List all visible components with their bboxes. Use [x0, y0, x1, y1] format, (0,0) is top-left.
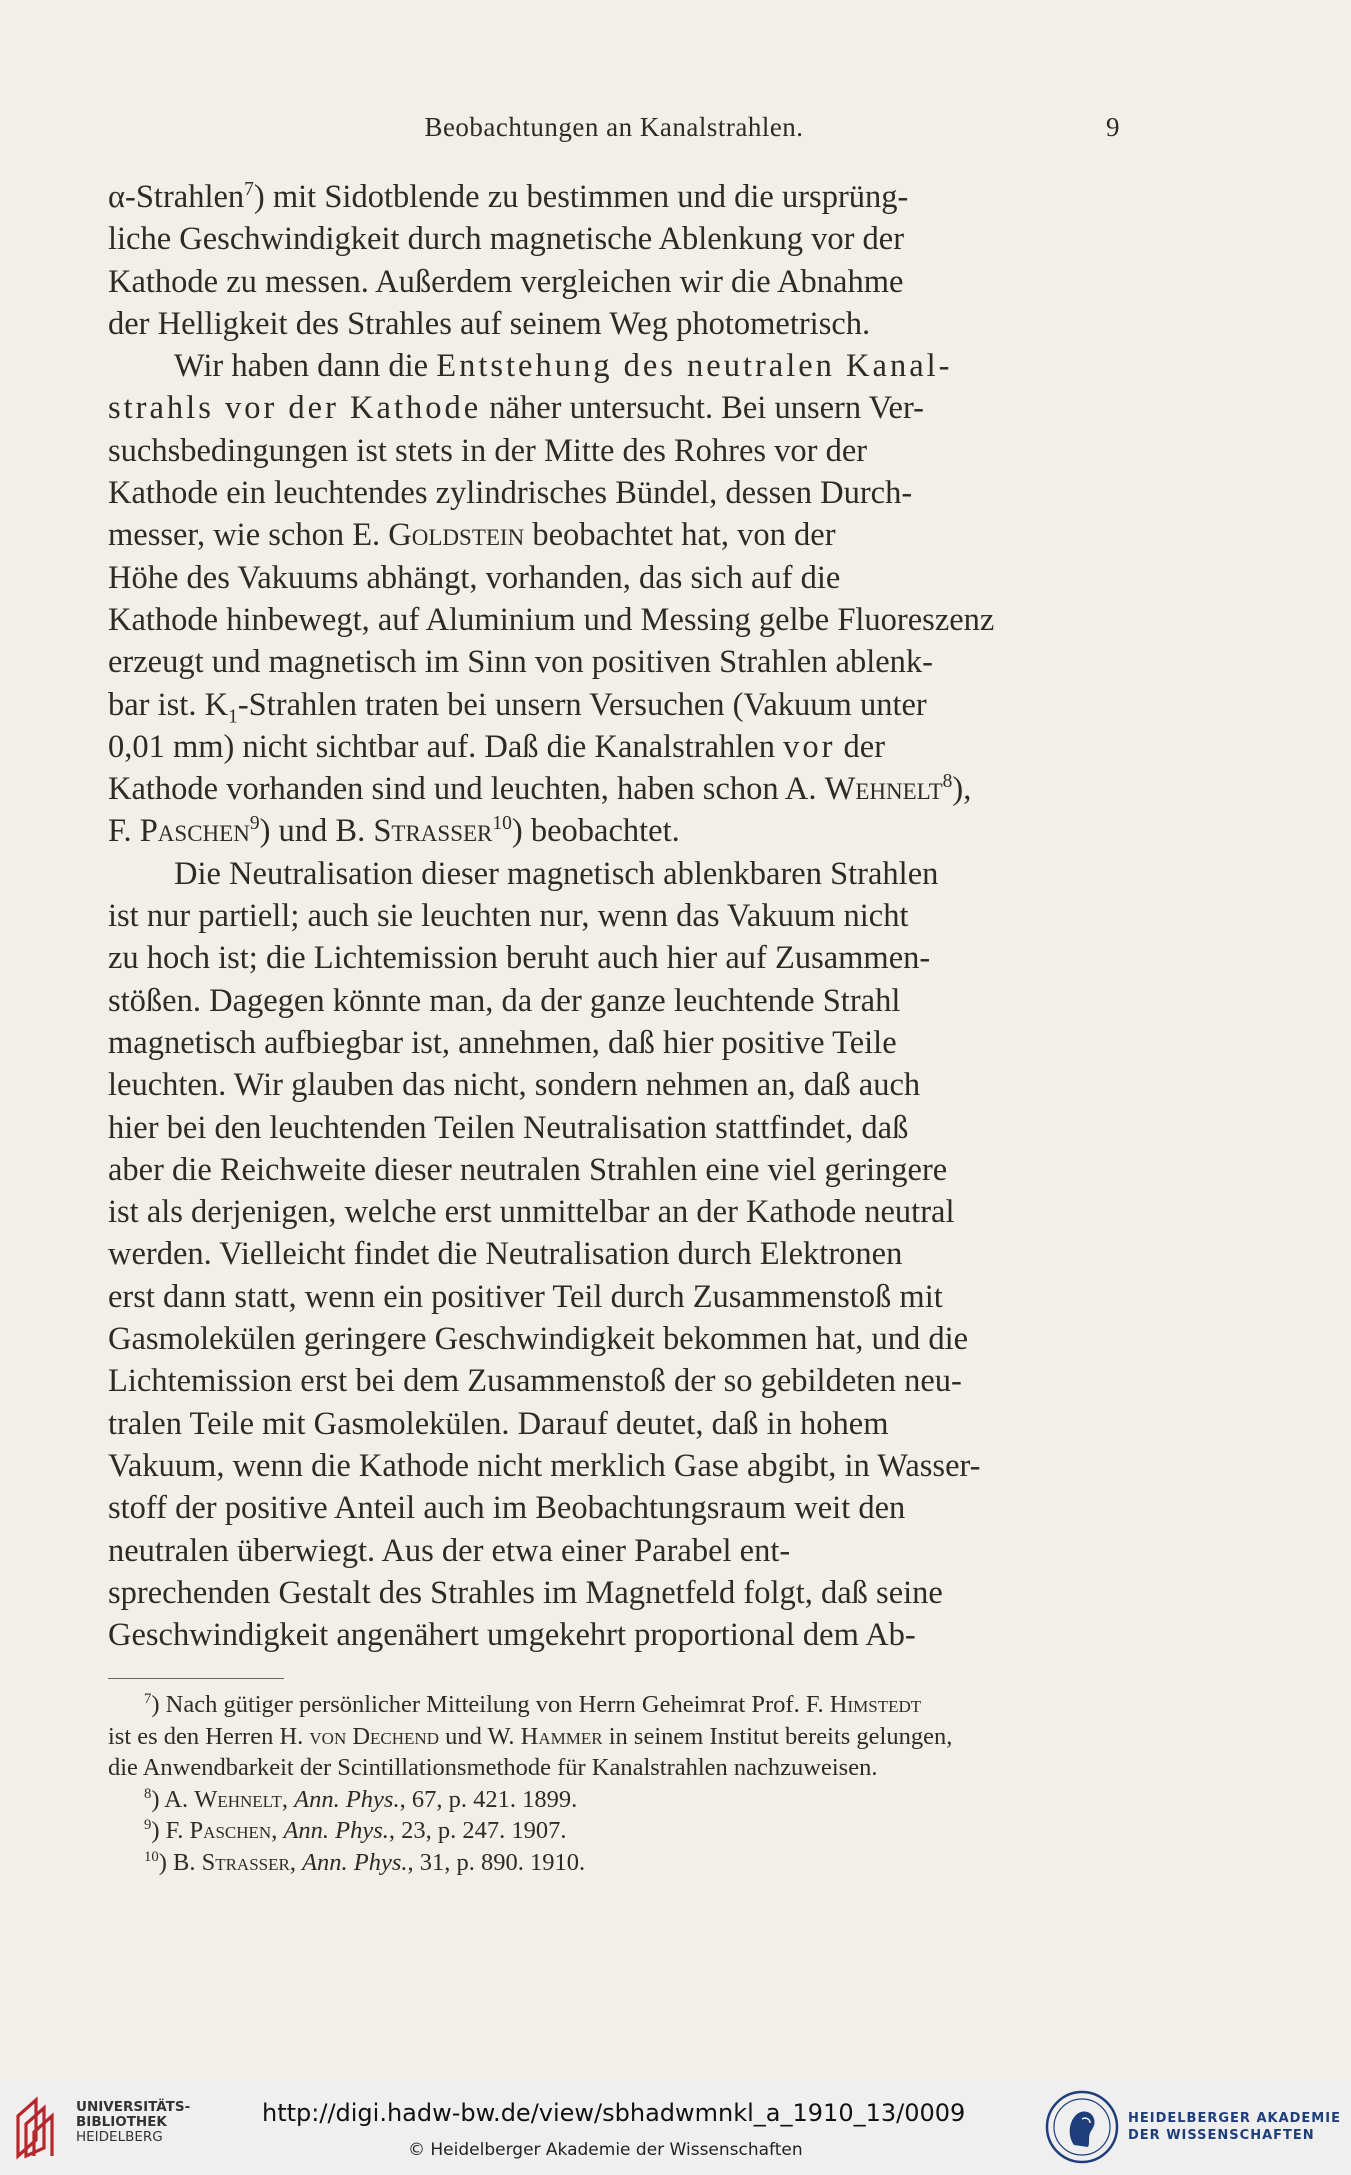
text-line: messer, wie schon E. Goldstein beobachtet hat, von der: [108, 517, 836, 554]
emphasis: Entstehung des neutralen Kanal-: [436, 348, 953, 385]
footnote-ref[interactable]: 10: [492, 813, 512, 835]
academy-seal-icon[interactable]: [1044, 2089, 1120, 2165]
copyright-notice: © Heidelberger Akademie der Wissenschaften: [408, 2140, 803, 2160]
footnotes: [108, 1689, 1120, 1879]
text-line: bar ist. $K_1$-Strahlen traten bei unsern Versuchen (Vakuum unter: [108, 686, 927, 728]
text-line: zu hoch ist; die Lichtemission beruht auch hier auf Zusammen-: [108, 940, 931, 977]
footnote-7-cont: ist es den Herren H. von Dechend und W. Hammer in seinem Institut bereits gelungen,: [108, 1722, 953, 1750]
text-line: Höhe des Vakuums abhängt, vorhanden, das sich auf die: [108, 559, 841, 596]
body-text: [108, 176, 1120, 1656]
footnote-8: $^8$) A. Wehnelt, Ann. Phys., 67, p. 421. 1899.: [144, 1785, 578, 1813]
author-name: Wehnelt: [824, 771, 943, 808]
text-line: leuchten. Wir glauben das nicht, sondern nehmen an, daß auch: [108, 1067, 921, 1104]
text-line: werden. Vielleicht findet die Neutralisation durch Elektronen: [108, 1236, 903, 1273]
text-line: Kathode ein leuchtendes zylindrisches Bündel, dessen Durch-: [108, 475, 913, 512]
text-line: hier bei den leuchtenden Teilen Neutralisation stattfindet, daß: [108, 1109, 909, 1146]
footnote-ref[interactable]: 7: [244, 179, 254, 201]
academy-name: HEIDELBERGER AKADEMIE DER WISSENSCHAFTEN: [1128, 2111, 1341, 2143]
text-line: Lichtemission erst bei dem Zusammenstoß der so gebildeten neu-: [108, 1363, 962, 1400]
text-line: Kathode hinbewegt, auf Aluminium und Messing gelbe Fluoreszenz: [108, 601, 995, 638]
text-line: magnetisch aufbiegbar ist, annehmen, daß hier positive Teile: [108, 1024, 897, 1061]
footnote-10: $^{10}$) B. Strasser, Ann. Phys., 31, p. 890. 1910.: [144, 1848, 586, 1876]
text-line: 0,01 mm) nicht sichtbar auf. Daß die Kanalstrahlen vor der: [108, 728, 886, 765]
page-number: 9: [1106, 112, 1120, 142]
text-line: tralen Teile mit Gasmolekülen. Darauf deutet, daß in hohem: [108, 1405, 889, 1442]
emphasis: vor: [783, 728, 836, 765]
text-line: Gasmolekülen geringere Geschwindigkeit bekommen hat, und die: [108, 1321, 969, 1358]
university-library-logo-icon[interactable]: [12, 2094, 64, 2160]
footnote-7-cont: die Anwendbarkeit der Scintillationsmethode für Kanalstrahlen nachzuweisen.: [108, 1754, 878, 1782]
text-line: erst dann statt, wenn ein positiver Teil durch Zusammenstoß mit: [108, 1278, 943, 1315]
text-line: sprechenden Gestalt des Strahles im Magnetfeld folgt, daß seine: [108, 1574, 943, 1611]
text-line: Wir haben dann die Entstehung des neutralen Kanal-: [174, 348, 953, 385]
text-line: stößen. Dagegen könnte man, da der ganze leuchtende Strahl: [108, 982, 901, 1019]
author-name: Goldstein: [388, 517, 525, 554]
footnote-ref[interactable]: 9: [249, 813, 260, 835]
text-line: F. Paschen$^9$) und B. Strasser$^{10}$) beobachtet.: [108, 813, 680, 850]
permalink-url[interactable]: http://digi.hadw-bw.de/view/sbhadwmnkl_a_1910_13/0009: [262, 2099, 966, 2127]
footnote-ref[interactable]: 8: [942, 771, 953, 793]
text-line: strahls vor der Kathode näher untersucht. Bei unsern Ver-: [108, 390, 924, 427]
running-title: Beobachtungen an Kanalstrahlen.: [424, 112, 804, 142]
text-line: der Helligkeit des Strahles auf seinem Weg photometrisch.: [108, 305, 871, 342]
author-name: Strasser: [373, 813, 493, 850]
text-line: Die Neutralisation dieser magnetisch ablenkbaren Strahlen: [174, 855, 939, 892]
text-line: Kathode zu messen. Außerdem vergleichen wir die Abnahme: [108, 263, 904, 300]
text-line: Kathode vorhanden sind und leuchten, haben schon A. Wehnelt$^8$),: [108, 771, 972, 808]
text-line: erzeugt und magnetisch im Sinn von positiven Strahlen ablenk-: [108, 644, 933, 681]
text-line: ist als derjenigen, welche erst unmittelbar an der Kathode neutral: [108, 1194, 955, 1231]
emphasis: strahls vor der Kathode: [108, 390, 482, 427]
running-header: [108, 112, 1120, 152]
text-line: Vakuum, wenn die Kathode nicht merklich Gase abgibt, in Wasser-: [108, 1447, 981, 1484]
footnote-9: $^9$) F. Paschen, Ann. Phys., 23, p. 247. 1907.: [144, 1817, 567, 1845]
text-line: ist nur partiell; auch sie leuchten nur, wenn das Vakuum nicht: [108, 898, 909, 935]
footnote-7: $^7$) Nach gütiger persönlicher Mitteilung von Herrn Geheimrat Prof. F. Himstedt: [144, 1690, 922, 1718]
text-line: stoff der positive Anteil auch im Beobachtungsraum weit den: [108, 1490, 906, 1527]
digitization-footer: [0, 2080, 1351, 2175]
text-line: suchsbedingungen ist stets in der Mitte des Rohres vor der: [108, 432, 868, 469]
text-line: liche Geschwindigkeit durch magnetische Ablenkung vor der: [108, 221, 905, 258]
text-line: neutralen überwiegt. Aus der etwa einer Parabel ent-: [108, 1532, 791, 1569]
footnote-divider: [108, 1678, 284, 1679]
author-name: Paschen: [139, 813, 250, 850]
text-line: α-Strahlen$^7$) mit Sidotblende zu bestimmen und die ursprüng-: [108, 179, 909, 215]
text-line: Geschwindigkeit angenähert umgekehrt proportional dem Ab-: [108, 1617, 916, 1654]
text-line: aber die Reichweite dieser neutralen Strahlen eine viel geringere: [108, 1151, 948, 1188]
university-library-name: UNIVERSITÄTS- BIBLIOTHEK HEIDELBERG: [76, 2099, 191, 2145]
